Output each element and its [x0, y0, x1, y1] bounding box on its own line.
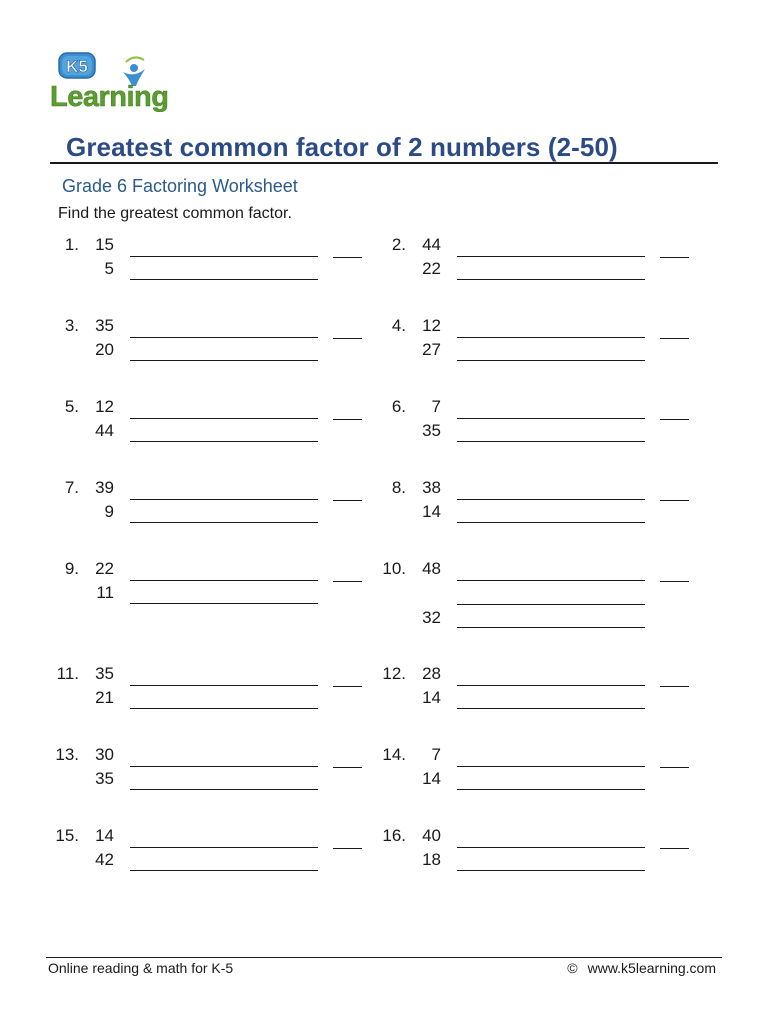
- factors-line-2[interactable]: [130, 603, 318, 604]
- first-number: 35: [95, 316, 114, 335]
- first-number: 35: [95, 664, 114, 683]
- problem-number: 2.: [391, 235, 406, 254]
- instructions: Find the greatest common factor.: [58, 205, 292, 222]
- factors-line-1[interactable]: [457, 499, 645, 500]
- problem-13: [54, 745, 384, 825]
- first-number: 30: [95, 745, 114, 764]
- logo-word-text: Learning: [50, 81, 169, 112]
- problem-number: 11.: [56, 664, 79, 683]
- second-number: 18: [422, 850, 441, 869]
- factors-line-1[interactable]: [130, 418, 318, 419]
- answer-blank[interactable]: [660, 419, 689, 420]
- answer-blank[interactable]: [333, 338, 362, 339]
- problem-number: 1.: [64, 235, 79, 254]
- second-number: 5: [104, 259, 114, 278]
- factors-line-1[interactable]: [457, 418, 645, 419]
- factors-line-1[interactable]: [130, 256, 318, 257]
- worksheet-subtitle: Grade 6 Factoring Worksheet: [62, 176, 298, 196]
- problem-number: 10.: [382, 559, 406, 578]
- first-number: 40: [422, 826, 441, 845]
- answer-blank[interactable]: [660, 767, 689, 768]
- second-number: 44: [95, 421, 114, 440]
- answer-blank[interactable]: [660, 686, 689, 687]
- problem-number: 9.: [64, 559, 79, 578]
- second-number: 14: [422, 502, 441, 521]
- second-number: 35: [95, 769, 114, 788]
- problem-1: [54, 235, 384, 315]
- problem-number: 12.: [382, 664, 406, 683]
- second-number: 42: [95, 850, 114, 869]
- factors-line-1[interactable]: [457, 256, 645, 257]
- factors-line-1[interactable]: [457, 766, 645, 767]
- factors-line-1[interactable]: [457, 337, 645, 338]
- factors-line-2[interactable]: [130, 870, 318, 871]
- answer-blank[interactable]: [333, 767, 362, 768]
- answer-blank[interactable]: [333, 419, 362, 420]
- k5-logo-graphic: [48, 50, 188, 112]
- problem-number: 5.: [64, 397, 79, 416]
- answer-blank[interactable]: [333, 686, 362, 687]
- first-number: 38: [422, 478, 441, 497]
- problem-4: [381, 316, 711, 396]
- factors-line-1[interactable]: [130, 847, 318, 848]
- answer-blank[interactable]: [660, 500, 689, 501]
- problem-10: [381, 559, 711, 639]
- factors-line-2[interactable]: [457, 789, 645, 790]
- factors-line-2[interactable]: [130, 360, 318, 361]
- problem-5: [54, 397, 384, 477]
- problem-11: [54, 664, 384, 744]
- factors-line-2[interactable]: [130, 522, 318, 523]
- first-number: 7: [431, 397, 441, 416]
- first-number: 28: [422, 664, 441, 683]
- first-number: 7: [431, 745, 441, 764]
- page-title: Greatest common factor of 2 numbers (2-50): [66, 132, 618, 162]
- problem-number: 4.: [391, 316, 406, 335]
- copyright-symbol: ©: [567, 960, 578, 976]
- factors-line-2[interactable]: [130, 789, 318, 790]
- answer-blank[interactable]: [660, 338, 689, 339]
- title-divider: [50, 162, 718, 164]
- second-number: 22: [422, 259, 441, 278]
- second-number: 20: [95, 340, 114, 359]
- factors-line-1[interactable]: [130, 766, 318, 767]
- footer-website: [567, 960, 716, 976]
- footer-divider: [46, 957, 722, 958]
- second-number: 32: [422, 608, 441, 627]
- factors-line-1[interactable]: [130, 685, 318, 686]
- answer-blank[interactable]: [333, 500, 362, 501]
- first-number: 12: [422, 316, 441, 335]
- first-number: 48: [422, 559, 441, 578]
- website-link[interactable]: www.k5learning.com: [587, 960, 716, 976]
- first-number: 15: [95, 235, 114, 254]
- k5-learning-logo: [48, 50, 188, 112]
- first-number: 12: [95, 397, 114, 416]
- factors-line-2[interactable]: [457, 604, 645, 605]
- factors-line-1[interactable]: [130, 499, 318, 500]
- factors-line-2[interactable]: [457, 360, 645, 361]
- problem-number: 8.: [391, 478, 406, 497]
- answer-blank[interactable]: [660, 848, 689, 849]
- second-number: 14: [422, 688, 441, 707]
- factors-line-2[interactable]: [457, 279, 645, 280]
- problem-16: [381, 826, 711, 906]
- factors-line-1[interactable]: [130, 337, 318, 338]
- problem-number: 15.: [55, 826, 79, 845]
- second-number: 11: [96, 583, 114, 602]
- problem-number: 6.: [391, 397, 406, 416]
- second-number: 27: [422, 340, 441, 359]
- problem-14: [381, 745, 711, 825]
- answer-blank[interactable]: [660, 581, 689, 582]
- problem-number: 13.: [55, 745, 79, 764]
- first-number: 22: [95, 559, 114, 578]
- problem-number: 3.: [64, 316, 79, 335]
- factors-line-2[interactable]: [130, 441, 318, 442]
- answer-blank[interactable]: [333, 848, 362, 849]
- factors-line-1[interactable]: [130, 580, 318, 581]
- second-number: 14: [422, 769, 441, 788]
- factors-line-2[interactable]: [130, 708, 318, 709]
- factors-line-2[interactable]: [130, 279, 318, 280]
- problem-2: [381, 235, 711, 315]
- logo-badge-text: K5: [66, 57, 88, 76]
- factors-line-2[interactable]: [457, 441, 645, 442]
- second-number: 9: [104, 502, 114, 521]
- problem-number: 16.: [382, 826, 406, 845]
- factors-line-2[interactable]: [457, 522, 645, 523]
- factors-line-1[interactable]: [457, 685, 645, 686]
- factors-line-1[interactable]: [457, 580, 645, 581]
- problem-15: [54, 826, 384, 906]
- first-number: 14: [95, 826, 114, 845]
- problem-12: [381, 664, 711, 744]
- factors-line-2[interactable]: [457, 870, 645, 871]
- problem-7: [54, 478, 384, 558]
- second-number: 21: [95, 688, 114, 707]
- answer-blank[interactable]: [333, 257, 362, 258]
- problem-number: 7.: [64, 478, 79, 497]
- footer-tagline: Online reading & math for K-5: [48, 960, 234, 976]
- factors-line-3[interactable]: [457, 627, 645, 628]
- problem-number: 14.: [382, 745, 406, 764]
- answer-blank[interactable]: [660, 257, 689, 258]
- factors-line-1[interactable]: [457, 847, 645, 848]
- first-number: 44: [422, 235, 441, 254]
- factors-line-2[interactable]: [457, 708, 645, 709]
- first-number: 39: [95, 478, 114, 497]
- problem-3: [54, 316, 384, 396]
- problem-6: [381, 397, 711, 477]
- answer-blank[interactable]: [333, 581, 362, 582]
- second-number: 35: [422, 421, 441, 440]
- problem-8: [381, 478, 711, 558]
- problem-9: [54, 559, 384, 639]
